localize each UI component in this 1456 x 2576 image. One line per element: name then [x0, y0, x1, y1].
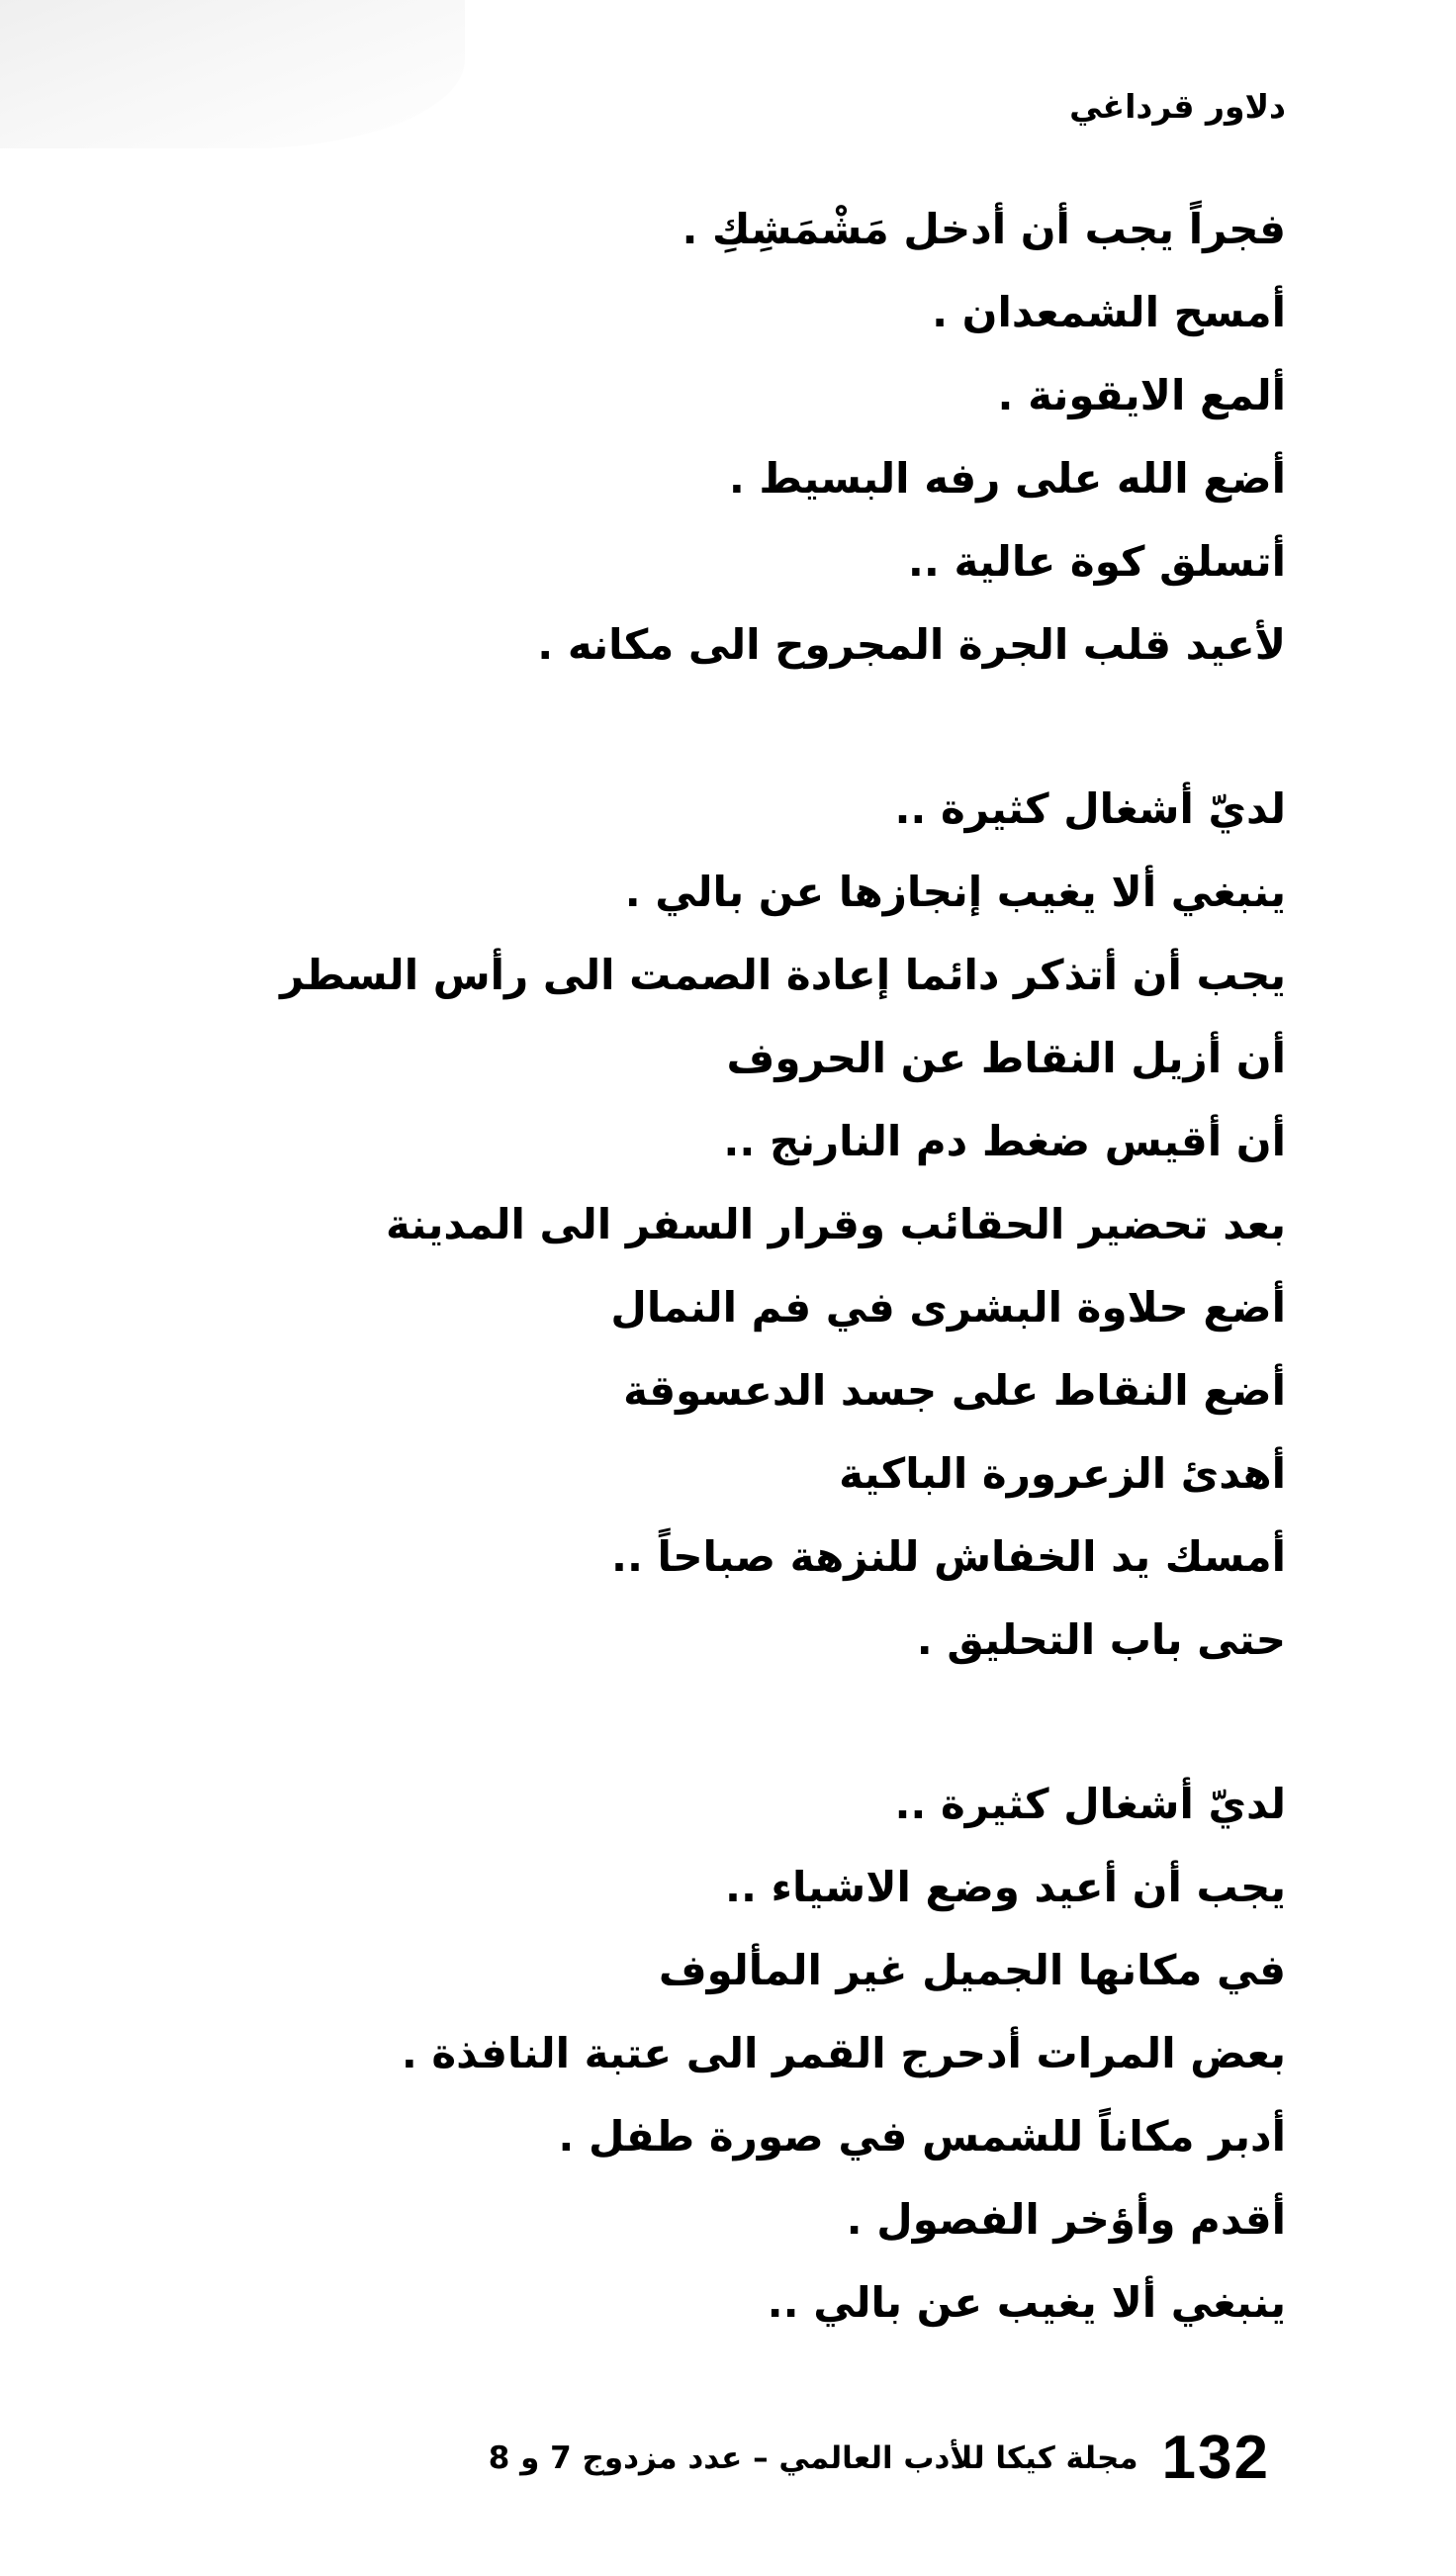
poem-line: لديّ أشغال كثيرة .. — [894, 1780, 1286, 1828]
poem-line: بعض المرات أدحرج القمر الى عتبة النافذة . — [401, 2029, 1286, 2077]
poem-line: فجراً يجب أن أدخل مَشْمَشِكِ . — [682, 205, 1286, 253]
poem-line: أقدم وأؤخر الفصول . — [846, 2195, 1286, 2244]
stanza-3 — [148, 1763, 1286, 2345]
poem-line: ألمع الايقونة . — [997, 371, 1286, 419]
poem-line: أمسح الشمعدان . — [932, 288, 1286, 336]
poem-line: لديّ أشغال كثيرة .. — [894, 784, 1286, 833]
poem-line: أضع حلاوة البشرى في فم النمال — [610, 1283, 1286, 1332]
poem-line: ينبغي ألا يغيب إنجازها عن بالي . — [624, 868, 1286, 916]
poem-line: أدبر مكاناً للشمس في صورة طفل . — [558, 2112, 1286, 2161]
poem-line: أن أزيل النقاط عن الحروف — [726, 1034, 1286, 1082]
page-footer — [489, 2414, 1270, 2503]
poem-line: في مكانها الجميل غير المألوف — [658, 1946, 1286, 1994]
poem-line: أضع الله على رفه البسيط . — [728, 454, 1286, 503]
scan-shadow — [0, 0, 465, 148]
poem-line: بعد تحضير الحقائب وقرار السفر الى المدينة — [385, 1200, 1286, 1248]
page-number: 132 — [1161, 2424, 1270, 2492]
poem-line: يجب أن أتذكر دائما إعادة الصمت الى رأس السطر — [280, 951, 1286, 999]
poem-line: لأعيد قلب الجرة المجروح الى مكانه . — [537, 620, 1286, 669]
poem-line: حتى باب التحليق . — [916, 1615, 1286, 1664]
poem-line: أضع النقاط على جسد الدعسوقة — [623, 1366, 1286, 1415]
stanza-1 — [148, 188, 1286, 687]
poem-body — [148, 188, 1286, 2345]
stanza-2 — [148, 768, 1286, 1682]
poem-line: ينبغي ألا يغيب عن بالي .. — [767, 2278, 1286, 2327]
running-header-author: دلاور قرداغي — [1069, 87, 1286, 126]
journal-credit: مجلة كيكا للأدب العالمي – عدد مزدوج 7 و 8 — [488, 2440, 1138, 2476]
poem-line: يجب أن أعيد وضع الاشياء .. — [725, 1863, 1286, 1911]
poem-line: أمسك يد الخفاش للنزهة صباحاً .. — [610, 1532, 1286, 1581]
poem-line: أتسلق كوة عالية .. — [907, 537, 1286, 586]
poem-line: أهدئ الزعرورة الباكية — [839, 1449, 1286, 1498]
poem-line: أن أقيس ضغط دم النارنج .. — [723, 1117, 1286, 1165]
